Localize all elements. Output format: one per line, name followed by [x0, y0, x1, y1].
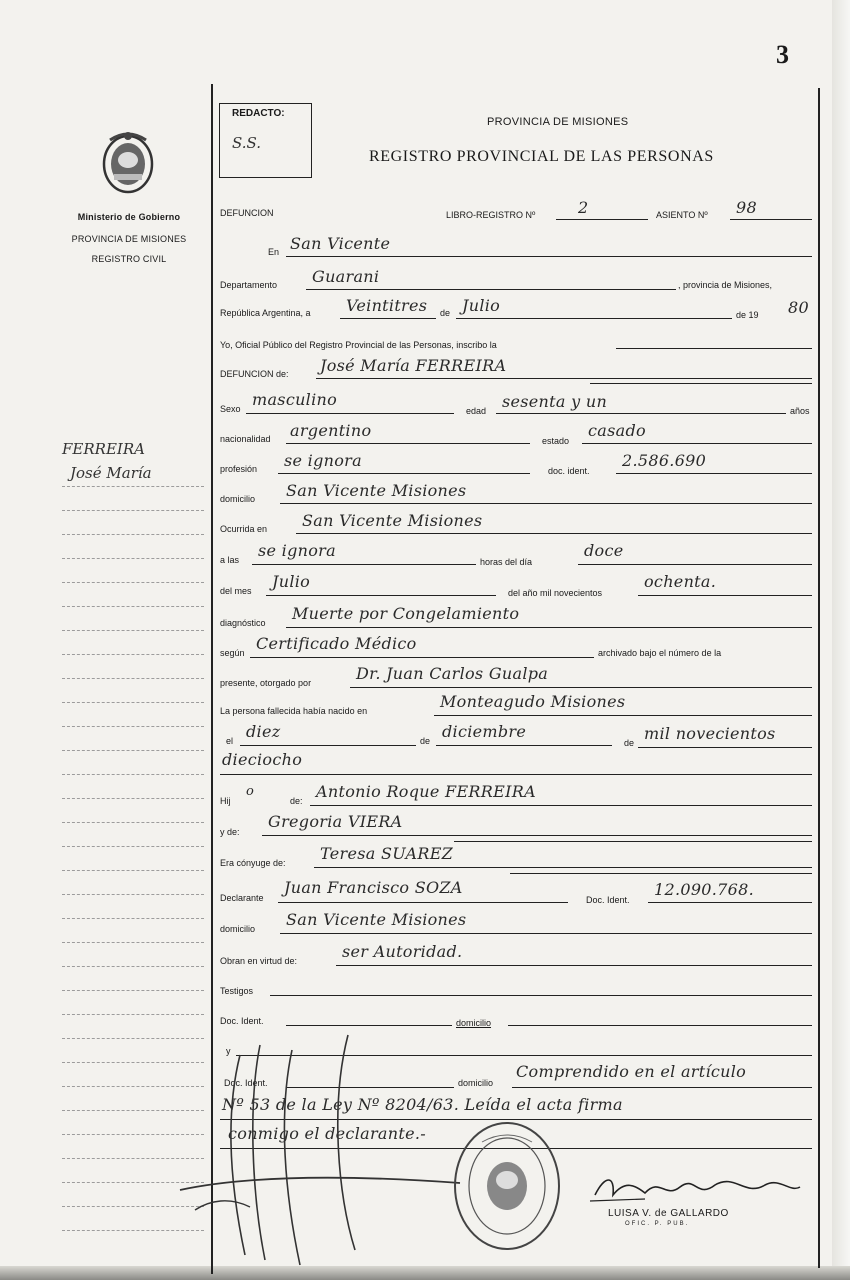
- registry-official-seal-icon: [452, 1120, 562, 1252]
- margin-surname: FERREIRA: [62, 440, 145, 458]
- birth-month-line: [436, 745, 612, 746]
- redacto-initials: S.S.: [232, 134, 262, 152]
- dia-value: doce: [584, 541, 624, 560]
- mes-value: Julio: [272, 572, 311, 591]
- yde-label: y de:: [220, 827, 240, 837]
- margin-ruled-line: [62, 726, 204, 727]
- diagnostico-value: Muerte por Congelamiento: [292, 604, 520, 623]
- ano-line: [638, 595, 812, 596]
- margin-ruled-line: [62, 486, 204, 487]
- oficial-line: [616, 348, 812, 349]
- profesion-line: [278, 473, 530, 474]
- hijo-de-label: de:: [290, 796, 303, 806]
- page-number: 3: [776, 40, 789, 69]
- obran-label: Obran en virtud de:: [220, 956, 298, 966]
- day-line: [340, 318, 436, 319]
- conyuge-line: [314, 867, 812, 868]
- delmes-label: del mes: [220, 586, 252, 596]
- margin-ruled-line: [62, 894, 204, 895]
- libro-label: LIBRO-REGISTRO Nº: [446, 210, 536, 220]
- birth-day-line: [240, 745, 416, 746]
- conyuge-line-2: [510, 873, 812, 874]
- oficial-statement: Yo, Oficial Público del Registro Provincial de las Personas, inscribo la: [220, 340, 497, 350]
- en-value: San Vicente: [290, 234, 391, 253]
- birth-month: diciembre: [442, 722, 527, 741]
- edad-label: edad: [466, 406, 487, 416]
- nacido-label: La persona fallecida había nacido en: [220, 706, 368, 716]
- horas-label: horas del día: [480, 557, 533, 567]
- margin-ruled-line: [62, 510, 204, 511]
- page-edge: [832, 0, 850, 1280]
- margin-given-names: José María: [70, 464, 152, 482]
- asiento-label: ASIENTO Nº: [656, 210, 708, 220]
- redacto-label: REDACTO:: [232, 108, 285, 119]
- closing-line-3: conmigo el declarante.-: [228, 1124, 426, 1143]
- closing-line-2: Nº 53 de la Ley Nº 8204/63. Leída el acta firma: [222, 1095, 623, 1114]
- ministry-registry-label: REGISTRO CIVIL: [91, 254, 167, 264]
- segun-value: Certificado Médico: [256, 634, 417, 653]
- declarante-label: Declarante: [220, 893, 264, 903]
- ministry-label: Ministerio de Gobierno: [77, 212, 181, 222]
- mother-name: Gregoria VIERA: [268, 812, 403, 831]
- declarante-dom-label: domicilio: [220, 924, 256, 934]
- provincia-suffix: , provincia de Misiones,: [678, 280, 773, 290]
- en-line: [286, 256, 812, 257]
- sexo-label: Sexo: [220, 404, 241, 414]
- birth-year-2: dieciocho: [222, 750, 303, 769]
- declarante-dom-value: San Vicente Misiones: [286, 910, 467, 929]
- diagnostico-line: [286, 627, 812, 628]
- mother-line-2: [454, 841, 812, 842]
- margin-ruled-line: [62, 798, 204, 799]
- segun-label: según: [220, 648, 245, 658]
- official-name: LUISA V. de GALLARDO: [608, 1208, 729, 1219]
- month-value: Julio: [462, 296, 501, 315]
- birth-de1-label: de: [420, 736, 431, 746]
- presente-label: presente, otorgado por: [220, 678, 312, 688]
- declarante-doc-line: [648, 902, 812, 903]
- sexo-value: masculino: [252, 390, 338, 409]
- ministry-province-label: PROVINCIA DE MISIONES: [71, 234, 187, 244]
- year-label: de 19: [736, 310, 759, 320]
- margin-ruled-line: [62, 774, 204, 775]
- anos-label: años: [790, 406, 810, 416]
- edad-line: [496, 413, 786, 414]
- ocurrida-label: Ocurrida en: [220, 524, 268, 534]
- y-label: y: [226, 1046, 231, 1056]
- obran-line: [336, 965, 812, 966]
- doc2-label: Doc. Ident.: [224, 1078, 268, 1088]
- presente-line: [350, 687, 812, 688]
- estado-label: estado: [542, 436, 570, 446]
- margin-ruled-line: [62, 1014, 204, 1015]
- margin-ruled-line: [62, 846, 204, 847]
- day-value: Veintitres: [346, 296, 428, 315]
- profesion-value: se ignora: [284, 451, 362, 470]
- hijo-label: Hij: [220, 796, 231, 806]
- mother-line: [262, 835, 812, 836]
- official-title: OFIC. P. PUB.: [625, 1221, 690, 1227]
- alas-value: se ignora: [258, 541, 336, 560]
- dom1-label: domicilio: [456, 1018, 492, 1028]
- margin-ruled-line: [62, 606, 204, 607]
- year-value: 80: [788, 298, 809, 317]
- declarante-line: [278, 902, 568, 903]
- estado-value: casado: [588, 421, 646, 440]
- declarante-value: Juan Francisco SOZA: [284, 878, 463, 897]
- nacido-line: [434, 715, 812, 716]
- dia-line: [578, 564, 812, 565]
- father-name: Antonio Roque FERREIRA: [316, 782, 536, 801]
- doc-ident-label: doc. ident.: [548, 466, 590, 476]
- diagnostico-label: diagnóstico: [220, 618, 266, 628]
- margin-ruled-line: [62, 534, 204, 535]
- declarante-doc-value: 12.090.768.: [654, 880, 754, 899]
- departamento-label: Departamento: [220, 280, 278, 290]
- birth-year-2-line: [220, 774, 812, 775]
- conyuge-label: Era cónyuge de:: [220, 858, 286, 868]
- margin-ruled-line: [62, 702, 204, 703]
- domicilio-value: San Vicente Misiones: [286, 481, 467, 500]
- libro-value: 2: [578, 198, 589, 217]
- dom1-line: [508, 1025, 812, 1026]
- date-de-label: de: [440, 308, 451, 318]
- closing-line-1-rule: [512, 1087, 812, 1088]
- nacionalidad-label: nacionalidad: [220, 434, 271, 444]
- birth-day: diez: [246, 722, 281, 741]
- declarante-dom-line: [280, 933, 812, 934]
- margin-ruled-line: [62, 966, 204, 967]
- ocurrida-value: San Vicente Misiones: [302, 511, 483, 530]
- birth-year-1: mil novecientos: [644, 724, 776, 743]
- dom2-label: domicilio: [458, 1078, 494, 1088]
- conyuge-value: Teresa SUAREZ: [320, 844, 454, 863]
- mes-line: [266, 595, 496, 596]
- sexo-line: [246, 413, 454, 414]
- registry-header: REGISTRO PROVINCIAL DE LAS PERSONAS: [369, 148, 714, 165]
- segun-line: [250, 657, 594, 658]
- margin-ruled-line: [62, 678, 204, 679]
- record-type-label: DEFUNCION: [220, 208, 274, 218]
- asiento-line: [730, 219, 812, 220]
- doc1-label: Doc. Ident.: [220, 1016, 264, 1026]
- ocurrida-line: [296, 533, 812, 534]
- estado-line: [582, 443, 812, 444]
- nacionalidad-line: [286, 443, 530, 444]
- month-line: [456, 318, 732, 319]
- domicilio-line: [280, 503, 812, 504]
- libro-line: [556, 219, 648, 220]
- domicilio-label: domicilio: [220, 494, 256, 504]
- declarante-doc-label: Doc. Ident.: [586, 895, 630, 905]
- testigos-line: [270, 995, 812, 996]
- asiento-value: 98: [736, 198, 757, 217]
- republica-label: República Argentina, a: [220, 308, 311, 318]
- hijo-suffix: o: [246, 784, 255, 799]
- edad-value: sesenta y un: [502, 392, 608, 411]
- margin-ruled-line: [62, 582, 204, 583]
- margin-ruled-line: [62, 870, 204, 871]
- margin-ruled-line: [62, 630, 204, 631]
- profesion-label: profesión: [220, 464, 258, 474]
- provincial-coat-of-arms-icon: [100, 130, 156, 196]
- closing-line-1: Comprendido en el artículo: [516, 1062, 747, 1081]
- archivado-label: archivado bajo el número de la: [598, 648, 722, 658]
- margin-ruled-line: [62, 750, 204, 751]
- nacido-value: Monteagudo Misiones: [440, 692, 626, 711]
- doc-ident-line: [616, 473, 812, 474]
- obran-value: ser Autoridad.: [342, 942, 463, 961]
- margin-ruled-line: [62, 990, 204, 991]
- redacto-stamp: [219, 103, 312, 178]
- departamento-line: [306, 289, 676, 290]
- margin-ruled-line: [62, 918, 204, 919]
- margin-ruled-line: [62, 558, 204, 559]
- deceased-name-line-2: [590, 383, 812, 384]
- delano-label: del año mil novecientos: [508, 588, 603, 598]
- nacionalidad-value: argentino: [290, 421, 372, 440]
- birth-year-line: [638, 747, 812, 748]
- margin-ruled-line: [62, 822, 204, 823]
- deceased-name: José María FERREIRA: [320, 356, 507, 375]
- alas-label: a las: [220, 555, 240, 565]
- departamento-value: Guarani: [312, 267, 380, 286]
- ano-value: ochenta.: [644, 572, 717, 591]
- father-line: [310, 805, 812, 806]
- birth-de2-label: de: [624, 738, 635, 748]
- defuncion-de-label: DEFUNCION de:: [220, 369, 289, 379]
- testigos-label: Testigos: [220, 986, 254, 996]
- deceased-name-line: [316, 378, 812, 379]
- alas-line: [252, 564, 476, 565]
- right-border: [818, 88, 820, 1268]
- presente-value: Dr. Juan Carlos Gualpa: [356, 664, 549, 683]
- declarant-signature: [170, 1025, 470, 1275]
- province-header: PROVINCIA DE MISIONES: [487, 116, 629, 128]
- margin-ruled-line: [62, 654, 204, 655]
- el-label: el: [226, 736, 234, 746]
- en-label: En: [268, 247, 280, 257]
- doc-ident-value: 2.586.690: [622, 451, 707, 470]
- margin-ruled-line: [62, 942, 204, 943]
